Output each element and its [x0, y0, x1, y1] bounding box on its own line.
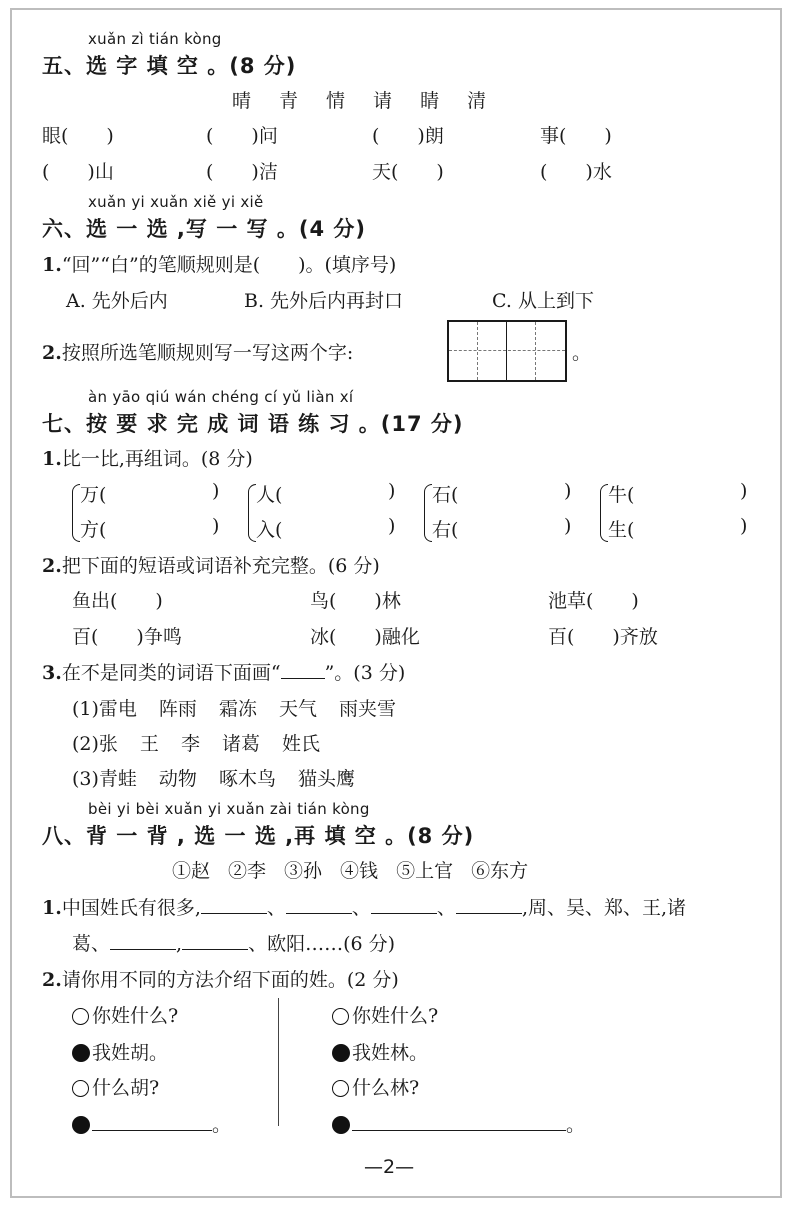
word-group — [72, 694, 396, 721]
s6-option: A. 先外后内 — [66, 290, 168, 312]
dialog-line — [332, 1073, 419, 1100]
word: 姓氏 — [281, 733, 320, 755]
question-number: 2. — [42, 969, 62, 991]
compare-word: 生( — [608, 519, 635, 541]
brace-icon — [248, 484, 256, 542]
s5-char-bank — [232, 86, 486, 113]
s5-blank: ( )朗 — [372, 125, 444, 147]
s5-blank: 天( ) — [372, 161, 444, 183]
word: 阵雨 — [158, 698, 197, 720]
dialog-line — [72, 1001, 178, 1028]
s5-blank: ( )水 — [540, 161, 612, 183]
filled-circle-icon — [72, 1116, 90, 1134]
s7-q3 — [42, 658, 405, 685]
fill-blank[interactable] — [371, 912, 437, 914]
dialog-line — [72, 1038, 168, 1065]
question-text: 葛、 — [72, 933, 111, 955]
circle-outline-icon — [332, 1080, 349, 1097]
divider — [278, 998, 279, 1126]
compare-word: 人( — [256, 484, 283, 506]
question-text: “回”“白”的笔顺规则是( )。(填序号) — [61, 254, 397, 276]
question-number: 2. — [42, 555, 62, 577]
question-number: 1. — [42, 897, 62, 919]
s5-char: 清 — [467, 90, 487, 112]
answer-blank[interactable] — [92, 1129, 212, 1131]
word: 动物 — [158, 768, 197, 790]
filled-circle-icon — [72, 1044, 90, 1062]
question-number: 1. — [42, 448, 62, 470]
question-number: 1. — [42, 254, 62, 276]
close-paren: ) — [740, 480, 748, 502]
question-text: 把下面的短语或词语补充完整。(6 分) — [61, 555, 380, 577]
brace-icon — [72, 484, 80, 542]
phrase-blank: 百( )争鸣 — [72, 626, 182, 648]
phrase-blank: 冰( )融化 — [310, 626, 420, 648]
s6-q2 — [42, 338, 353, 365]
close-paren: ) — [740, 515, 748, 537]
question-text: 按照所选笔顺规则写一写这两个字: — [61, 342, 354, 364]
dialog-line — [72, 1073, 159, 1100]
word: (3)青蛙 — [72, 768, 137, 790]
compare-word: 入( — [256, 519, 283, 541]
separator: 、 — [351, 897, 371, 919]
word: (1)雷电 — [72, 698, 137, 720]
word-group — [72, 729, 320, 756]
period: 。 — [212, 1114, 232, 1136]
choice: ③孙 — [284, 860, 323, 882]
dialog-text: 什么林? — [352, 1077, 420, 1099]
word: 王 — [139, 733, 159, 755]
phrase-blank: 池草( ) — [548, 590, 639, 612]
dialog-line — [332, 1038, 428, 1065]
writing-grid[interactable] — [447, 320, 567, 382]
brace-icon — [424, 484, 432, 542]
separator: 、 — [436, 897, 456, 919]
choice: ⑥东方 — [471, 860, 529, 882]
s8-q1-line1 — [42, 893, 686, 920]
word: 天气 — [278, 698, 317, 720]
s8-pinyin: bèi yi bèi xuǎn yi xuǎn zài tián kòng — [88, 800, 370, 818]
fill-blank[interactable] — [456, 912, 522, 914]
compare-word: 右( — [432, 519, 459, 541]
question-text: 在不是同类的词语下面画“ — [61, 662, 281, 684]
underline-sample — [281, 677, 325, 679]
dialog-text: 什么胡? — [92, 1077, 160, 1099]
circle-outline-icon — [332, 1008, 349, 1025]
s5-char: 睛 — [420, 90, 440, 112]
question-number: 2. — [42, 342, 62, 364]
compare-word: 万( — [80, 484, 107, 506]
separator: , — [176, 933, 183, 955]
close-paren: ) — [212, 515, 220, 537]
filled-circle-icon — [332, 1044, 350, 1062]
compare-word: 牛( — [608, 484, 635, 506]
s5-char: 情 — [326, 90, 346, 112]
s7-title: 七、按 要 求 完 成 词 语 练 习 。(17 分) — [42, 412, 464, 436]
s7-q2 — [42, 551, 380, 578]
separator: 、 — [266, 897, 286, 919]
word: 诸葛 — [221, 733, 260, 755]
s7-q1 — [42, 444, 253, 471]
close-paren: ) — [388, 515, 396, 537]
circle-outline-icon — [72, 1080, 89, 1097]
dialog-text: 你姓什么? — [352, 1005, 439, 1027]
phrase-blank: 鱼出( ) — [72, 590, 163, 612]
s5-blank: ( )问 — [206, 125, 278, 147]
brace-icon — [600, 484, 608, 542]
s6-pinyin: xuǎn yi xuǎn xiě yi xiě — [88, 193, 264, 211]
s6-title: 六、选 一 选 ,写 一 写 。(4 分) — [42, 217, 366, 241]
question-text: 请你用不同的方法介绍下面的姓。(2 分) — [61, 969, 399, 991]
s7-pinyin: àn yāo qiú wán chéng cí yǔ liàn xí — [88, 388, 354, 406]
fill-blank[interactable] — [201, 912, 267, 914]
s5-title: 五、选 字 填 空 。(8 分) — [42, 54, 297, 78]
s8-q2 — [42, 965, 399, 992]
dialog-text: 我姓胡。 — [92, 1042, 169, 1064]
word: (2)张 — [72, 733, 118, 755]
choice: ②李 — [228, 860, 267, 882]
question-text: 比一比,再组词。(8 分) — [61, 448, 253, 470]
word: 雨夹雪 — [338, 698, 396, 720]
close-paren: ) — [212, 480, 220, 502]
phrase-blank: 百( )齐放 — [548, 626, 658, 648]
s6-q1 — [42, 250, 396, 277]
s6-q2-end: 。 — [572, 342, 592, 364]
question-text: ”。(3 分) — [324, 662, 406, 684]
phrase-blank: 鸟( )林 — [310, 590, 401, 612]
question-number: 3. — [42, 662, 62, 684]
s5-char: 请 — [373, 90, 393, 112]
dialog-line — [72, 1110, 231, 1137]
close-paren: ) — [388, 480, 396, 502]
s5-pinyin: xuǎn zì tián kòng — [88, 30, 222, 48]
choice: ④钱 — [340, 860, 379, 882]
circle-outline-icon — [72, 1008, 89, 1025]
answer-blank[interactable] — [352, 1129, 566, 1131]
question-text: 中国姓氏有很多, — [61, 897, 201, 919]
dialog-text: 我姓林。 — [352, 1042, 429, 1064]
close-paren: ) — [564, 515, 572, 537]
fill-blank[interactable] — [182, 948, 248, 950]
period: 。 — [566, 1114, 586, 1136]
s5-blank: 眼( ) — [42, 125, 114, 147]
compare-word: 石( — [432, 484, 459, 506]
question-text: ,周、吴、郑、王,诸 — [521, 897, 687, 919]
s6-option: C. 从上到下 — [492, 290, 594, 312]
s8-title: 八、背 一 背 , 选 一 选 ,再 填 空 。(8 分) — [42, 824, 475, 848]
word-group — [72, 764, 355, 791]
s8-q1-line2 — [72, 929, 395, 956]
question-text: 、欧阳……(6 分) — [248, 933, 396, 955]
word: 啄木鸟 — [218, 768, 276, 790]
compare-word: 方( — [80, 519, 107, 541]
fill-blank[interactable] — [110, 948, 176, 950]
s5-blank: ( )山 — [42, 161, 114, 183]
s8-choices — [172, 856, 528, 883]
s5-blank: 事( ) — [540, 125, 612, 147]
word: 霜冻 — [218, 698, 257, 720]
choice: ⑤上官 — [396, 860, 454, 882]
choice: ①赵 — [172, 860, 211, 882]
dialog-line — [332, 1110, 585, 1137]
fill-blank[interactable] — [286, 912, 352, 914]
filled-circle-icon — [332, 1116, 350, 1134]
dialog-text: 你姓什么? — [92, 1005, 179, 1027]
word: 猫头鹰 — [297, 768, 355, 790]
s5-char: 晴 — [232, 90, 252, 112]
s5-blank: ( )洁 — [206, 161, 278, 183]
s6-option: B. 先外后内再封口 — [244, 290, 404, 312]
dialog-line — [332, 1001, 438, 1028]
word: 李 — [180, 733, 200, 755]
s5-char: 青 — [279, 90, 299, 112]
close-paren: ) — [564, 480, 572, 502]
page-number: —2— — [364, 1156, 415, 1178]
